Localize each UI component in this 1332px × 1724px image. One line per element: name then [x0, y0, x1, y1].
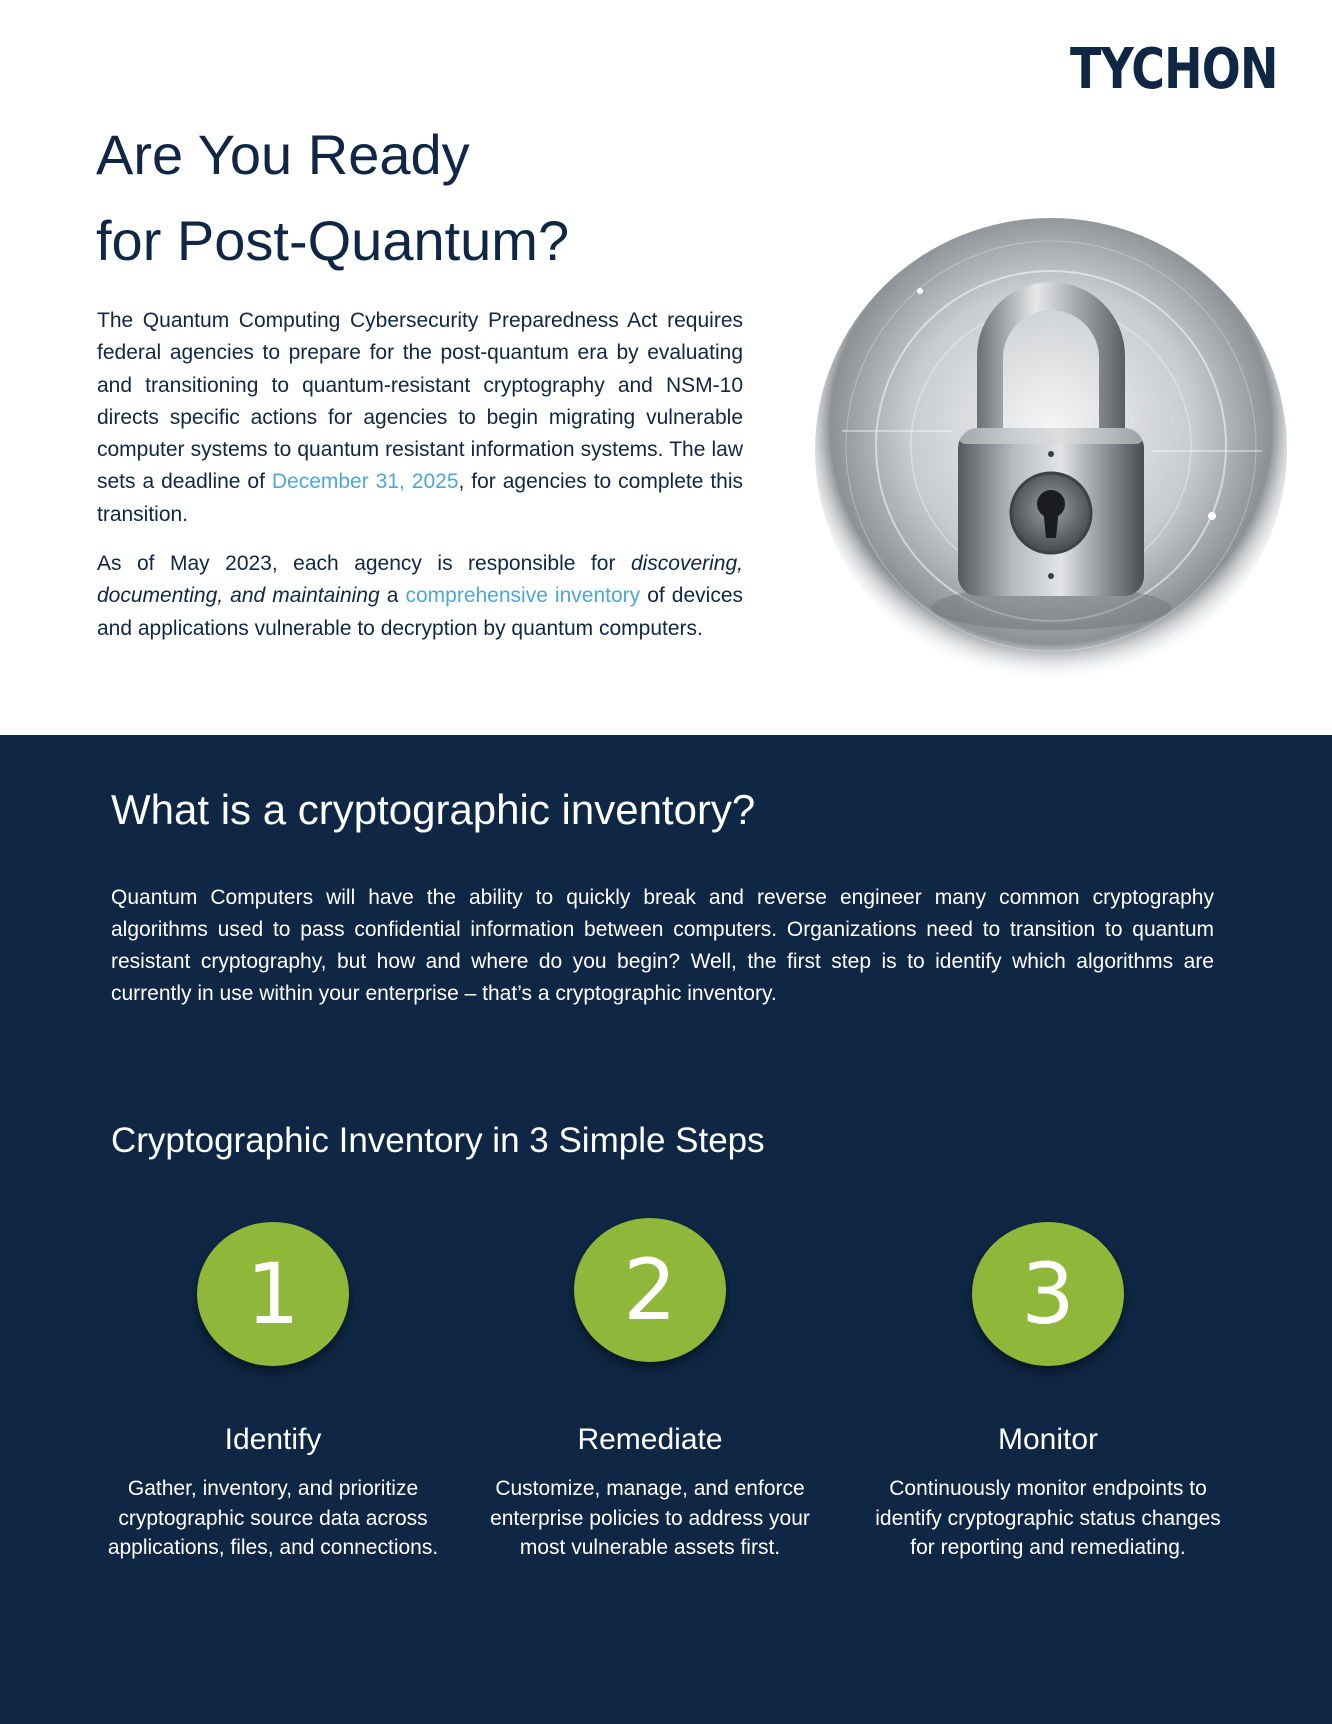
- section-paragraph: Quantum Computers will have the ability to quickly break and reverse engineer many common cryptography algorithms used to pass confidential information between computers. Organizations need to transition to quantum resistant cryptography, but how and where do you begin? Well, the first step is to identify which algorithms are currently in use within your enterprise – that’s a cryptographic inventory.: [111, 886, 1214, 1005]
- step-title: Remediate: [577, 1423, 723, 1456]
- tychon-logo: TYCHON: [1070, 37, 1278, 102]
- step-title: Monitor: [997, 1423, 1099, 1456]
- title-line-2: for Post-Quantum?: [96, 209, 570, 272]
- steps-heading: Cryptographic Inventory in 3 Simple Steps: [111, 1121, 765, 1160]
- inventory-link[interactable]: comprehensive inventory: [405, 584, 641, 608]
- deadline-link[interactable]: December 31, 2025: [271, 470, 459, 494]
- intro-paragraph-2: As of May 2023, each agency is responsible for discovering, documenting, and maintaining a comprehensive inventory of devices and applications vulnerable to decryption by quantum computers.: [97, 552, 743, 640]
- step-description: Gather, inventory, and prioritize cryptographic source data across applications, files, and connections.: [107, 1477, 439, 1559]
- step-number-badge: 1: [197, 1222, 349, 1366]
- intro-paragraph-1: The Quantum Computing Cybersecurity Preparedness Act requires federal agencies to prepare for the post-quantum era by evaluating and transitioning to quantum-resistant cryptography and NSM-10 directs specific actions for agencies to begin migrating vulnerable computer systems to quantum resistant information systems. The law sets a deadline of December 31, 2025, for agencies to complete this transition.: [97, 309, 743, 526]
- step-number-badge: 2: [574, 1218, 726, 1362]
- step-monitor: [868, 1222, 1228, 1559]
- step-description: Continuously monitor endpoints to identify cryptographic status changes for reporting and remediating.: [875, 1477, 1221, 1559]
- page-title: [96, 112, 569, 284]
- padlock-icon: [812, 216, 1290, 688]
- title-line-1: Are You Ready: [96, 123, 470, 186]
- step-description: Customize, manage, and enforce enterprise policies to address your most vulnerable assets first.: [490, 1477, 810, 1559]
- step-number-badge: 3: [972, 1222, 1124, 1366]
- step-identify: [93, 1222, 453, 1559]
- step-title: Identify: [224, 1423, 322, 1456]
- section-heading: What is a cryptographic inventory?: [111, 786, 756, 833]
- intro-text: [97, 305, 743, 662]
- padlock-image: [812, 216, 1290, 688]
- step-remediate: [470, 1222, 830, 1559]
